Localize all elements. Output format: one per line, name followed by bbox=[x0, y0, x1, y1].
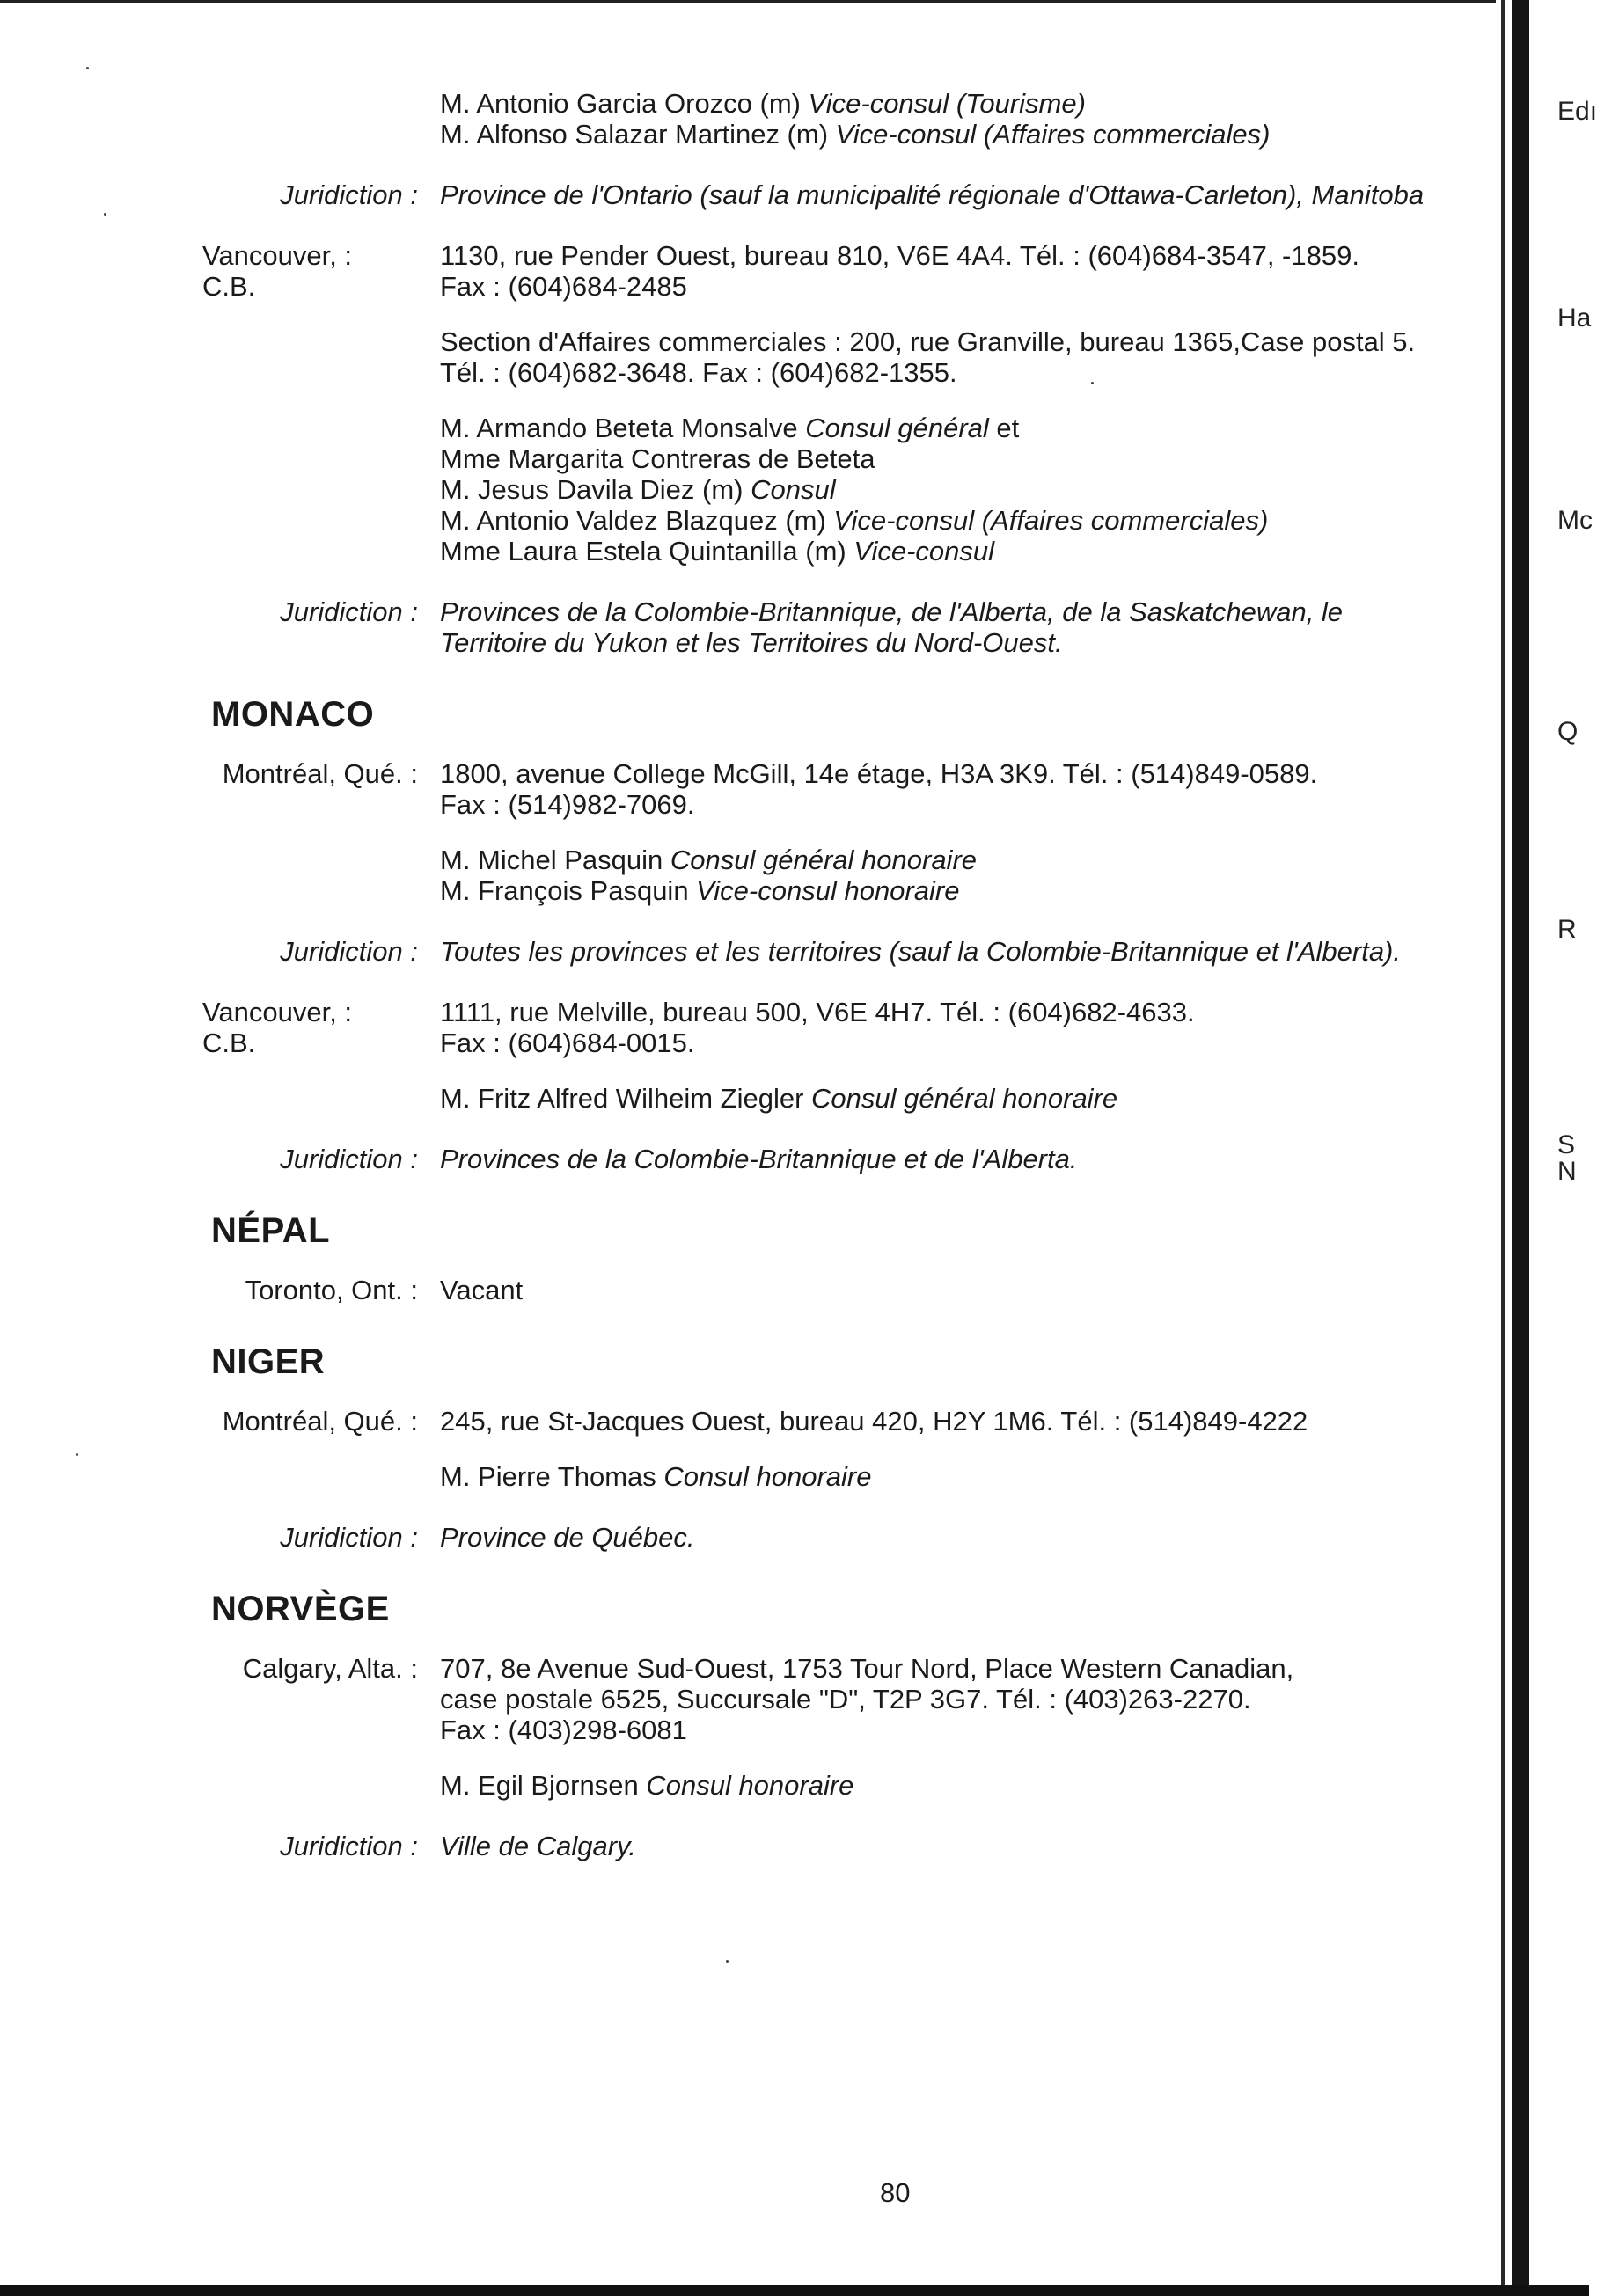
jurisdiction-label: Juridiction : bbox=[280, 936, 418, 967]
entry-body bbox=[440, 240, 1496, 567]
entry-body bbox=[440, 1275, 1496, 1305]
person-or-address: M. Antonio Garcia Orozco (m) bbox=[440, 88, 809, 119]
role-title: Consul général honoraire bbox=[811, 1083, 1118, 1114]
country-section bbox=[202, 1588, 1496, 1861]
role-title: Provinces de la Colombie-Britannique et de l'Alberta. bbox=[440, 1144, 1078, 1174]
role-title: Vice-consul (Affaires commerciales) bbox=[833, 505, 1269, 536]
role-title: Consul bbox=[751, 474, 836, 505]
adjacent-page-fragment: R bbox=[1557, 915, 1577, 944]
text-line bbox=[440, 1770, 1496, 1801]
jurisdiction-entry bbox=[202, 596, 1496, 658]
person-or-address: 1111, rue Melville, bureau 500, V6E 4H7. Tél. : (604)682-4633. bbox=[440, 997, 1195, 1027]
role-title: Ville de Calgary. bbox=[440, 1831, 636, 1861]
scan-speck bbox=[726, 1960, 729, 1963]
text-line bbox=[440, 936, 1496, 967]
entry-body bbox=[440, 596, 1496, 658]
text-line bbox=[440, 1275, 1496, 1305]
person-or-address: M. Fritz Alfred Wilheim Ziegler bbox=[440, 1083, 812, 1114]
entry-paragraph bbox=[440, 1770, 1496, 1801]
consulate-entry bbox=[202, 1275, 1496, 1305]
conjunction: et bbox=[988, 413, 1020, 443]
entry-body bbox=[440, 1653, 1496, 1801]
jurisdiction-entry bbox=[202, 1831, 1496, 1861]
text-line bbox=[440, 997, 1496, 1027]
person-or-address: M. Michel Pasquin bbox=[440, 845, 670, 875]
person-or-address: Fax : (514)982-7069. bbox=[440, 789, 695, 820]
text-line bbox=[440, 845, 1496, 875]
entry-paragraph bbox=[440, 1083, 1496, 1114]
role-title: Consul honoraire bbox=[663, 1461, 872, 1492]
entry-paragraph bbox=[440, 845, 1496, 906]
entry-paragraph bbox=[440, 1144, 1496, 1174]
text-line bbox=[440, 271, 1496, 302]
text-line bbox=[440, 326, 1496, 357]
role-title: Vice-consul (Tourisme) bbox=[808, 88, 1086, 119]
text-line bbox=[440, 536, 1496, 567]
person-or-address: M. Egil Bjornsen bbox=[440, 1770, 647, 1801]
directory-content bbox=[202, 88, 1496, 1891]
adjacent-page-fragment: Ha bbox=[1557, 303, 1592, 333]
person-or-address: Fax : (604)684-2485 bbox=[440, 271, 687, 302]
text-line bbox=[440, 443, 1496, 474]
role-title: Province de l'Ontario (sauf la municipalité régionale d'Ottawa-Carleton), Manitoba bbox=[440, 179, 1425, 210]
text-line bbox=[440, 1144, 1496, 1174]
jurisdiction-entry bbox=[202, 1144, 1496, 1174]
role-title: Vice-consul bbox=[853, 536, 995, 567]
entry-body bbox=[440, 936, 1496, 967]
adjacent-page-fragment: Edı bbox=[1557, 97, 1597, 126]
entry-paragraph bbox=[440, 1522, 1496, 1553]
entry-paragraph bbox=[440, 936, 1496, 967]
text-line bbox=[440, 119, 1496, 150]
role-title: Territoire du Yukon et les Territoires du Nord-Ouest. bbox=[440, 627, 1063, 658]
entry-body bbox=[440, 1144, 1496, 1174]
role-title: Consul honoraire bbox=[646, 1770, 854, 1801]
jurisdiction-entry bbox=[202, 936, 1496, 967]
entry-paragraph bbox=[440, 1831, 1496, 1861]
consulate-entry bbox=[202, 88, 1496, 150]
role-title: Province de Québec. bbox=[440, 1522, 695, 1553]
text-line bbox=[440, 1083, 1496, 1114]
person-or-address: Fax : (604)684-0015. bbox=[440, 1027, 695, 1058]
entry-paragraph bbox=[440, 413, 1496, 567]
jurisdiction-label: Juridiction : bbox=[280, 179, 418, 210]
person-or-address: case postale 6525, Succursale "D", T2P 3G7. Tél. : (403)263-2270. bbox=[440, 1684, 1251, 1715]
text-line bbox=[440, 1715, 1496, 1745]
entry-paragraph bbox=[440, 88, 1496, 150]
text-line bbox=[440, 1684, 1496, 1715]
binding-gutter bbox=[1512, 0, 1529, 2296]
role-title: Provinces de la Colombie-Britannique, de l'Alberta, de la Saskatchewan, le bbox=[440, 596, 1344, 627]
role-title: Toutes les provinces et les territoires (sauf la Colombie-Britannique et l'Alberta). bbox=[440, 936, 1401, 967]
consulate-entry bbox=[202, 1653, 1496, 1801]
entry-paragraph bbox=[440, 326, 1496, 388]
role-title: Consul général bbox=[805, 413, 989, 443]
jurisdiction-label: Juridiction : bbox=[280, 596, 418, 627]
person-or-address: M. François Pasquin bbox=[440, 875, 697, 906]
person-or-address: 245, rue St-Jacques Ouest, bureau 420, H2Y 1M6. Tél. : (514)849-4222 bbox=[440, 1406, 1308, 1437]
text-line bbox=[440, 357, 1496, 388]
adjacent-page-fragment: Mc bbox=[1557, 506, 1593, 535]
text-line bbox=[440, 1522, 1496, 1553]
person-or-address: Tél. : (604)682-3648. Fax : (604)682-1355. bbox=[440, 357, 957, 388]
jurisdiction-label: Juridiction : bbox=[280, 1522, 418, 1553]
text-line bbox=[440, 758, 1496, 789]
jurisdiction-label: Juridiction : bbox=[280, 1144, 418, 1174]
city-label: Toronto, Ont. : bbox=[245, 1275, 418, 1305]
text-line bbox=[440, 1406, 1496, 1437]
entry-paragraph bbox=[440, 1406, 1496, 1437]
jurisdiction-entry bbox=[202, 179, 1496, 210]
role-title: Vice-consul honoraire bbox=[696, 875, 960, 906]
person-or-address: 707, 8e Avenue Sud-Ouest, 1753 Tour Nord, Place Western Canadian, bbox=[440, 1653, 1294, 1684]
entry-body bbox=[440, 1522, 1496, 1553]
scan-speck bbox=[76, 1453, 78, 1456]
country-section bbox=[202, 1341, 1496, 1553]
entry-paragraph bbox=[440, 1653, 1496, 1745]
person-or-address: M. Alfonso Salazar Martinez (m) bbox=[440, 119, 836, 150]
person-or-address: 1800, avenue College McGill, 14e étage, H3A 3K9. Tél. : (514)849-0589. bbox=[440, 758, 1318, 789]
city-label: Montréal, Qué. : bbox=[222, 758, 418, 789]
text-line bbox=[440, 596, 1496, 627]
country-section bbox=[202, 88, 1496, 658]
text-line bbox=[440, 474, 1496, 505]
city-label: Vancouver, : C.B. bbox=[202, 997, 353, 1058]
scan-speck bbox=[86, 67, 89, 69]
person-or-address: Mme Margarita Contreras de Beteta bbox=[440, 443, 875, 474]
adjacent-page-fragment: S bbox=[1557, 1130, 1576, 1159]
entry-paragraph bbox=[440, 1275, 1496, 1305]
country-section bbox=[202, 693, 1496, 1174]
gutter-line bbox=[1501, 0, 1505, 2296]
country-heading: NIGER bbox=[211, 1342, 326, 1381]
top-rule bbox=[0, 0, 1496, 3]
jurisdiction-entry bbox=[202, 1522, 1496, 1553]
text-line bbox=[440, 413, 1496, 443]
entry-paragraph bbox=[440, 240, 1496, 302]
entry-body bbox=[440, 1406, 1496, 1492]
person-or-address: M. Pierre Thomas bbox=[440, 1461, 664, 1492]
adjacent-page-fragments bbox=[1557, 0, 1597, 2296]
text-line bbox=[440, 627, 1496, 658]
person-or-address: M. Armando Beteta Monsalve bbox=[440, 413, 806, 443]
entry-body bbox=[440, 88, 1496, 150]
text-line bbox=[440, 1461, 1496, 1492]
text-line bbox=[440, 875, 1496, 906]
text-line bbox=[440, 88, 1496, 119]
entry-body bbox=[440, 758, 1496, 906]
bottom-rule bbox=[0, 2285, 1589, 2296]
entry-body bbox=[440, 179, 1496, 210]
city-label: Calgary, Alta. : bbox=[242, 1653, 418, 1684]
person-or-address: Mme Laura Estela Quintanilla (m) bbox=[440, 536, 854, 567]
text-line bbox=[440, 179, 1496, 210]
city-label: Montréal, Qué. : bbox=[222, 1406, 418, 1437]
consulate-entry bbox=[202, 1406, 1496, 1492]
adjacent-page-fragment: Q bbox=[1557, 717, 1579, 746]
consulate-entry bbox=[202, 758, 1496, 906]
entry-paragraph bbox=[440, 179, 1496, 210]
city-label: Vancouver, : C.B. bbox=[202, 240, 353, 302]
consulate-entry bbox=[202, 997, 1496, 1114]
entry-paragraph bbox=[440, 596, 1496, 658]
entry-paragraph bbox=[440, 1461, 1496, 1492]
scan-speck bbox=[104, 213, 106, 216]
text-line bbox=[440, 1831, 1496, 1861]
text-line bbox=[440, 240, 1496, 271]
entry-paragraph bbox=[440, 758, 1496, 820]
country-section bbox=[202, 1210, 1496, 1305]
adjacent-page-fragment: N bbox=[1557, 1157, 1577, 1186]
text-line bbox=[440, 1027, 1496, 1058]
text-line bbox=[440, 505, 1496, 536]
country-heading: NÉPAL bbox=[211, 1211, 331, 1250]
page-number: 80 bbox=[880, 2177, 911, 2208]
person-or-address: Section d'Affaires commerciales : 200, rue Granville, bureau 1365,Case postal 5. bbox=[440, 326, 1416, 357]
text-line bbox=[440, 789, 1496, 820]
person-or-address: 1130, rue Pender Ouest, bureau 810, V6E 4A4. Tél. : (604)684-3547, -1859. bbox=[440, 240, 1359, 271]
entry-paragraph bbox=[440, 997, 1496, 1058]
country-heading: NORVÈGE bbox=[211, 1590, 390, 1628]
jurisdiction-label: Juridiction : bbox=[280, 1831, 418, 1861]
consulate-entry bbox=[202, 240, 1496, 567]
person-or-address: Fax : (403)298-6081 bbox=[440, 1715, 687, 1745]
country-heading: MONACO bbox=[211, 695, 375, 734]
person-or-address: M. Jesus Davila Diez (m) bbox=[440, 474, 751, 505]
text-line bbox=[440, 1653, 1496, 1684]
entry-body bbox=[440, 1831, 1496, 1861]
role-title: Consul général honoraire bbox=[670, 845, 978, 875]
entry-body bbox=[440, 997, 1496, 1114]
person-or-address: M. Antonio Valdez Blazquez (m) bbox=[440, 505, 834, 536]
person-or-address: Vacant bbox=[440, 1275, 524, 1305]
role-title: Vice-consul (Affaires commerciales) bbox=[835, 119, 1271, 150]
